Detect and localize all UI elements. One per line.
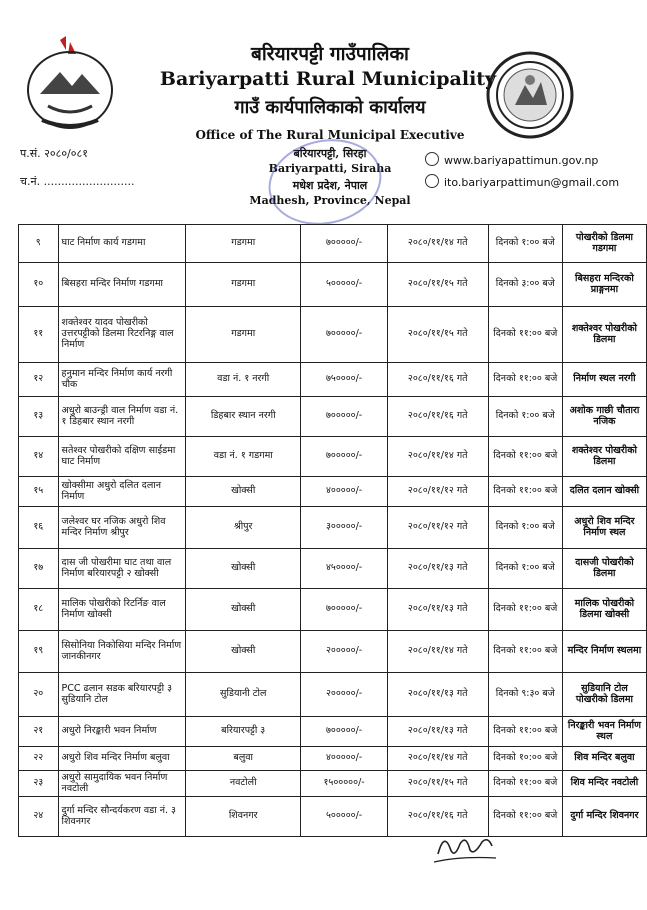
serial-cell: ९ xyxy=(19,225,59,263)
date-cell: २०८०/११/१२ गते xyxy=(387,477,488,507)
date-cell: २०८०/११/१३ गते xyxy=(387,589,488,631)
table-row xyxy=(19,437,647,477)
project-name-cell: घाट निर्माण कार्य गडगमा xyxy=(58,225,185,263)
table-row xyxy=(19,307,647,363)
location-cell: खोक्सी xyxy=(185,477,301,507)
municipality-name-np: बरियारपट्टी गाउँपालिका xyxy=(251,43,409,65)
address-np: बरियारपट्टी, सिरहा xyxy=(293,147,367,160)
venue-cell: शिव मन्दिर बलुवा xyxy=(562,747,646,771)
dispatch-number: च.नं. .......................... xyxy=(20,175,135,188)
date-cell: २०८०/११/१४ गते xyxy=(387,225,488,263)
serial-cell: १८ xyxy=(19,589,59,631)
amount-cell: ४०००००/- xyxy=(301,477,387,507)
project-name-cell: हनुमान मन्दिर निर्माण कार्य नरगी चौक xyxy=(58,363,185,397)
location-cell: डिहबार स्थान नरगी xyxy=(185,397,301,437)
location-cell: गडगमा xyxy=(185,225,301,263)
serial-cell: १५ xyxy=(19,477,59,507)
serial-cell: २३ xyxy=(19,771,59,797)
date-cell: २०८०/११/१५ गते xyxy=(387,307,488,363)
time-cell: दिनको १:०० बजे xyxy=(488,549,562,589)
date-cell: २०८०/११/१६ गते xyxy=(387,397,488,437)
address-en-2: Madhesh, Province, Nepal xyxy=(249,194,411,207)
table-row xyxy=(19,631,647,673)
venue-cell: दुर्गा मन्दिर शिवनगर xyxy=(562,797,646,837)
table-row xyxy=(19,549,647,589)
location-cell: नवटोली xyxy=(185,771,301,797)
date-cell: २०८०/११/१५ गते xyxy=(387,771,488,797)
address-en-1: Bariyarpatti, Siraha xyxy=(268,162,392,175)
location-cell: बलुवा xyxy=(185,747,301,771)
venue-cell: सुडियानि टोल पोखरीको डिलमा xyxy=(562,673,646,717)
venue-cell: निर्माण स्थल नरगी xyxy=(562,363,646,397)
time-cell: दिनको ११:०० बजे xyxy=(488,589,562,631)
amount-cell: ७०००००/- xyxy=(301,225,387,263)
project-table xyxy=(18,224,647,837)
amount-cell: ७०००००/- xyxy=(301,397,387,437)
location-cell: बरियारपट्टी ३ xyxy=(185,717,301,747)
project-name-cell: अधुरो निरङ्कारी भवन निर्माण xyxy=(58,717,185,747)
date-cell: २०८०/११/१६ गते xyxy=(387,363,488,397)
website-line xyxy=(425,152,598,167)
table-row xyxy=(19,507,647,549)
location-cell: खोक्सी xyxy=(185,631,301,673)
location-cell: खोक्सी xyxy=(185,589,301,631)
location-cell: गडगमा xyxy=(185,263,301,307)
project-name-cell: शक्तेश्वर यादव पोखरीको उत्तरपट्टीको डिलमा रिटरनिङ्ग वाल निर्माण xyxy=(58,307,185,363)
venue-cell: दासजी पोखरीको डिलमा xyxy=(562,549,646,589)
table-row xyxy=(19,717,647,747)
location-cell: शिवनगर xyxy=(185,797,301,837)
email-line xyxy=(425,174,619,189)
serial-cell: १३ xyxy=(19,397,59,437)
amount-cell: ७०००००/- xyxy=(301,307,387,363)
time-cell: दिनको ११:०० बजे xyxy=(488,631,562,673)
date-cell: २०८०/११/१३ गते xyxy=(387,549,488,589)
date-cell: २०८०/११/१३ गते xyxy=(387,717,488,747)
location-cell: खोक्सी xyxy=(185,549,301,589)
venue-cell: बिसहरा मन्दिरको प्राङ्गनमा xyxy=(562,263,646,307)
venue-cell: शक्तेश्वर पोखरीको डिलमा xyxy=(562,307,646,363)
time-cell: दिनको १:०० बजे xyxy=(488,397,562,437)
date-cell: २०८०/११/१५ गते xyxy=(387,263,488,307)
date-cell: २०८०/११/१२ गते xyxy=(387,507,488,549)
time-cell: दिनको ३:०० बजे xyxy=(488,263,562,307)
reference-number: प.सं. २०८०/०८१ xyxy=(20,147,88,160)
project-name-cell: PCC ढलान सडक बरियारपट्टी ३ सुडियानि टोल xyxy=(58,673,185,717)
venue-cell: मालिक पोखरीको डिलमा खोक्सी xyxy=(562,589,646,631)
table-row xyxy=(19,397,647,437)
project-name-cell: खोक्सीमा अधुरो दलित दलान निर्माण xyxy=(58,477,185,507)
time-cell: दिनको १०:०० बजे xyxy=(488,747,562,771)
project-name-cell: अधुरो बाउन्ड्री वाल निर्माण वडा नं. १ डिहबार स्थान नरगी xyxy=(58,397,185,437)
amount-cell: ५०००००/- xyxy=(301,263,387,307)
serial-cell: १४ xyxy=(19,437,59,477)
date-cell: २०८०/११/१६ गते xyxy=(387,797,488,837)
venue-cell: अधुरो शिव मन्दिर निर्माण स्थल xyxy=(562,507,646,549)
office-stamp xyxy=(261,129,390,235)
table-row xyxy=(19,673,647,717)
municipality-name-en: Bariyarpatti Rural Municipality xyxy=(159,68,497,90)
table-row xyxy=(19,797,647,837)
office-name-np: गाउँ कार्यपालिकाको कार्यालय xyxy=(234,97,426,118)
signature-mark xyxy=(430,826,500,866)
project-name-cell: जलेश्वर घर नजिक अधुरो शिव मन्दिर निर्माण श्रीपुर xyxy=(58,507,185,549)
project-name-cell: अधुरो शिव मन्दिर निर्माण बलुवा xyxy=(58,747,185,771)
time-cell: दिनको ११:०० बजे xyxy=(488,717,562,747)
email-text[interactable]: ito.bariyarpattimun@gmail.com xyxy=(444,176,620,189)
amount-cell: ४५००००/- xyxy=(301,549,387,589)
table-row xyxy=(19,589,647,631)
location-cell: श्रीपुर xyxy=(185,507,301,549)
table-row xyxy=(19,225,647,263)
time-cell: दिनको ९:३० बजे xyxy=(488,673,562,717)
amount-cell: १५०००००/- xyxy=(301,771,387,797)
website-text[interactable]: www.bariyapattimun.gov.np xyxy=(444,154,599,167)
venue-cell: अशोक गाछी चौतारा नजिक xyxy=(562,397,646,437)
time-cell: दिनको ११:०० बजे xyxy=(488,477,562,507)
venue-cell: शक्तेश्वर पोखरीको डिलमा xyxy=(562,437,646,477)
venue-cell: शिव मन्दिर नवटोली xyxy=(562,771,646,797)
office-name-en: Office of The Rural Municipal Executive xyxy=(195,128,465,142)
venue-cell: दलित दलान खोक्सी xyxy=(562,477,646,507)
amount-cell: ७५००००/- xyxy=(301,363,387,397)
table-row xyxy=(19,363,647,397)
nepal-emblem-logo xyxy=(20,34,120,134)
venue-cell: पोखरीको डिलमा गडगमा xyxy=(562,225,646,263)
time-cell: दिनको ११:०० बजे xyxy=(488,771,562,797)
location-cell: वडा नं. १ गडगमा xyxy=(185,437,301,477)
project-name-cell: अधुरो सामुदायिक भवन निर्माण नवटोली xyxy=(58,771,185,797)
serial-cell: १२ xyxy=(19,363,59,397)
time-cell: दिनको ११:०० बजे xyxy=(488,437,562,477)
location-cell: सुडियानी टोल xyxy=(185,673,301,717)
time-cell: दिनको ११:०० बजे xyxy=(488,307,562,363)
serial-cell: २२ xyxy=(19,747,59,771)
date-cell: २०८०/११/१३ गते xyxy=(387,673,488,717)
project-name-cell: सतेश्वर पोखरीको दक्षिण साईडमा घाट निर्माण xyxy=(58,437,185,477)
table-row xyxy=(19,263,647,307)
date-cell: २०८०/११/१४ गते xyxy=(387,437,488,477)
serial-cell: २० xyxy=(19,673,59,717)
serial-cell: १९ xyxy=(19,631,59,673)
amount-cell: ३०००००/- xyxy=(301,507,387,549)
project-name-cell: दुर्गा मन्दिर सौन्दर्यकरण वडा नं. ३ शिवनगर xyxy=(58,797,185,837)
serial-cell: २४ xyxy=(19,797,59,837)
serial-cell: १६ xyxy=(19,507,59,549)
amount-cell: २०००००/- xyxy=(301,673,387,717)
date-cell: २०८०/११/१४ गते xyxy=(387,747,488,771)
amount-cell: ७०००००/- xyxy=(301,437,387,477)
serial-cell: २१ xyxy=(19,717,59,747)
project-name-cell: सिसोनिया निकोसिया मन्दिर निर्माण जानकीनगर xyxy=(58,631,185,673)
serial-cell: १० xyxy=(19,263,59,307)
time-cell: दिनको १:०० बजे xyxy=(488,225,562,263)
table-row xyxy=(19,477,647,507)
amount-cell: ४०००००/- xyxy=(301,747,387,771)
serial-cell: १७ xyxy=(19,549,59,589)
project-name-cell: मालिक पोखरीको रिटर्निङ वाल निर्माण खोक्सी xyxy=(58,589,185,631)
address-np-2: मधेश प्रदेश, नेपाल xyxy=(292,179,368,192)
amount-cell: ७०००००/- xyxy=(301,717,387,747)
project-name-cell: दास जी पोखरीमा घाट तथा वाल निर्माण बरियारपट्टी २ खोक्सी xyxy=(58,549,185,589)
table-row xyxy=(19,771,647,797)
date-cell: २०८०/११/१४ गते xyxy=(387,631,488,673)
time-cell: दिनको १:०० बजे xyxy=(488,507,562,549)
venue-cell: निरङ्कारी भवन निर्माण स्थल xyxy=(562,717,646,747)
municipality-seal-logo xyxy=(485,50,575,140)
amount-cell: २०००००/- xyxy=(301,631,387,673)
time-cell: दिनको ११:०० बजे xyxy=(488,363,562,397)
location-cell: गडगमा xyxy=(185,307,301,363)
table-row xyxy=(19,747,647,771)
serial-cell: ११ xyxy=(19,307,59,363)
project-name-cell: बिसहरा मन्दिर निर्माण गडगमा xyxy=(58,263,185,307)
mail-icon xyxy=(425,174,439,188)
globe-icon xyxy=(425,152,439,166)
location-cell: वडा नं. १ नरगी xyxy=(185,363,301,397)
time-cell: दिनको ११:०० बजे xyxy=(488,797,562,837)
amount-cell: ५०००००/- xyxy=(301,797,387,837)
amount-cell: ७०००००/- xyxy=(301,589,387,631)
venue-cell: मन्दिर निर्माण स्थलमा xyxy=(562,631,646,673)
